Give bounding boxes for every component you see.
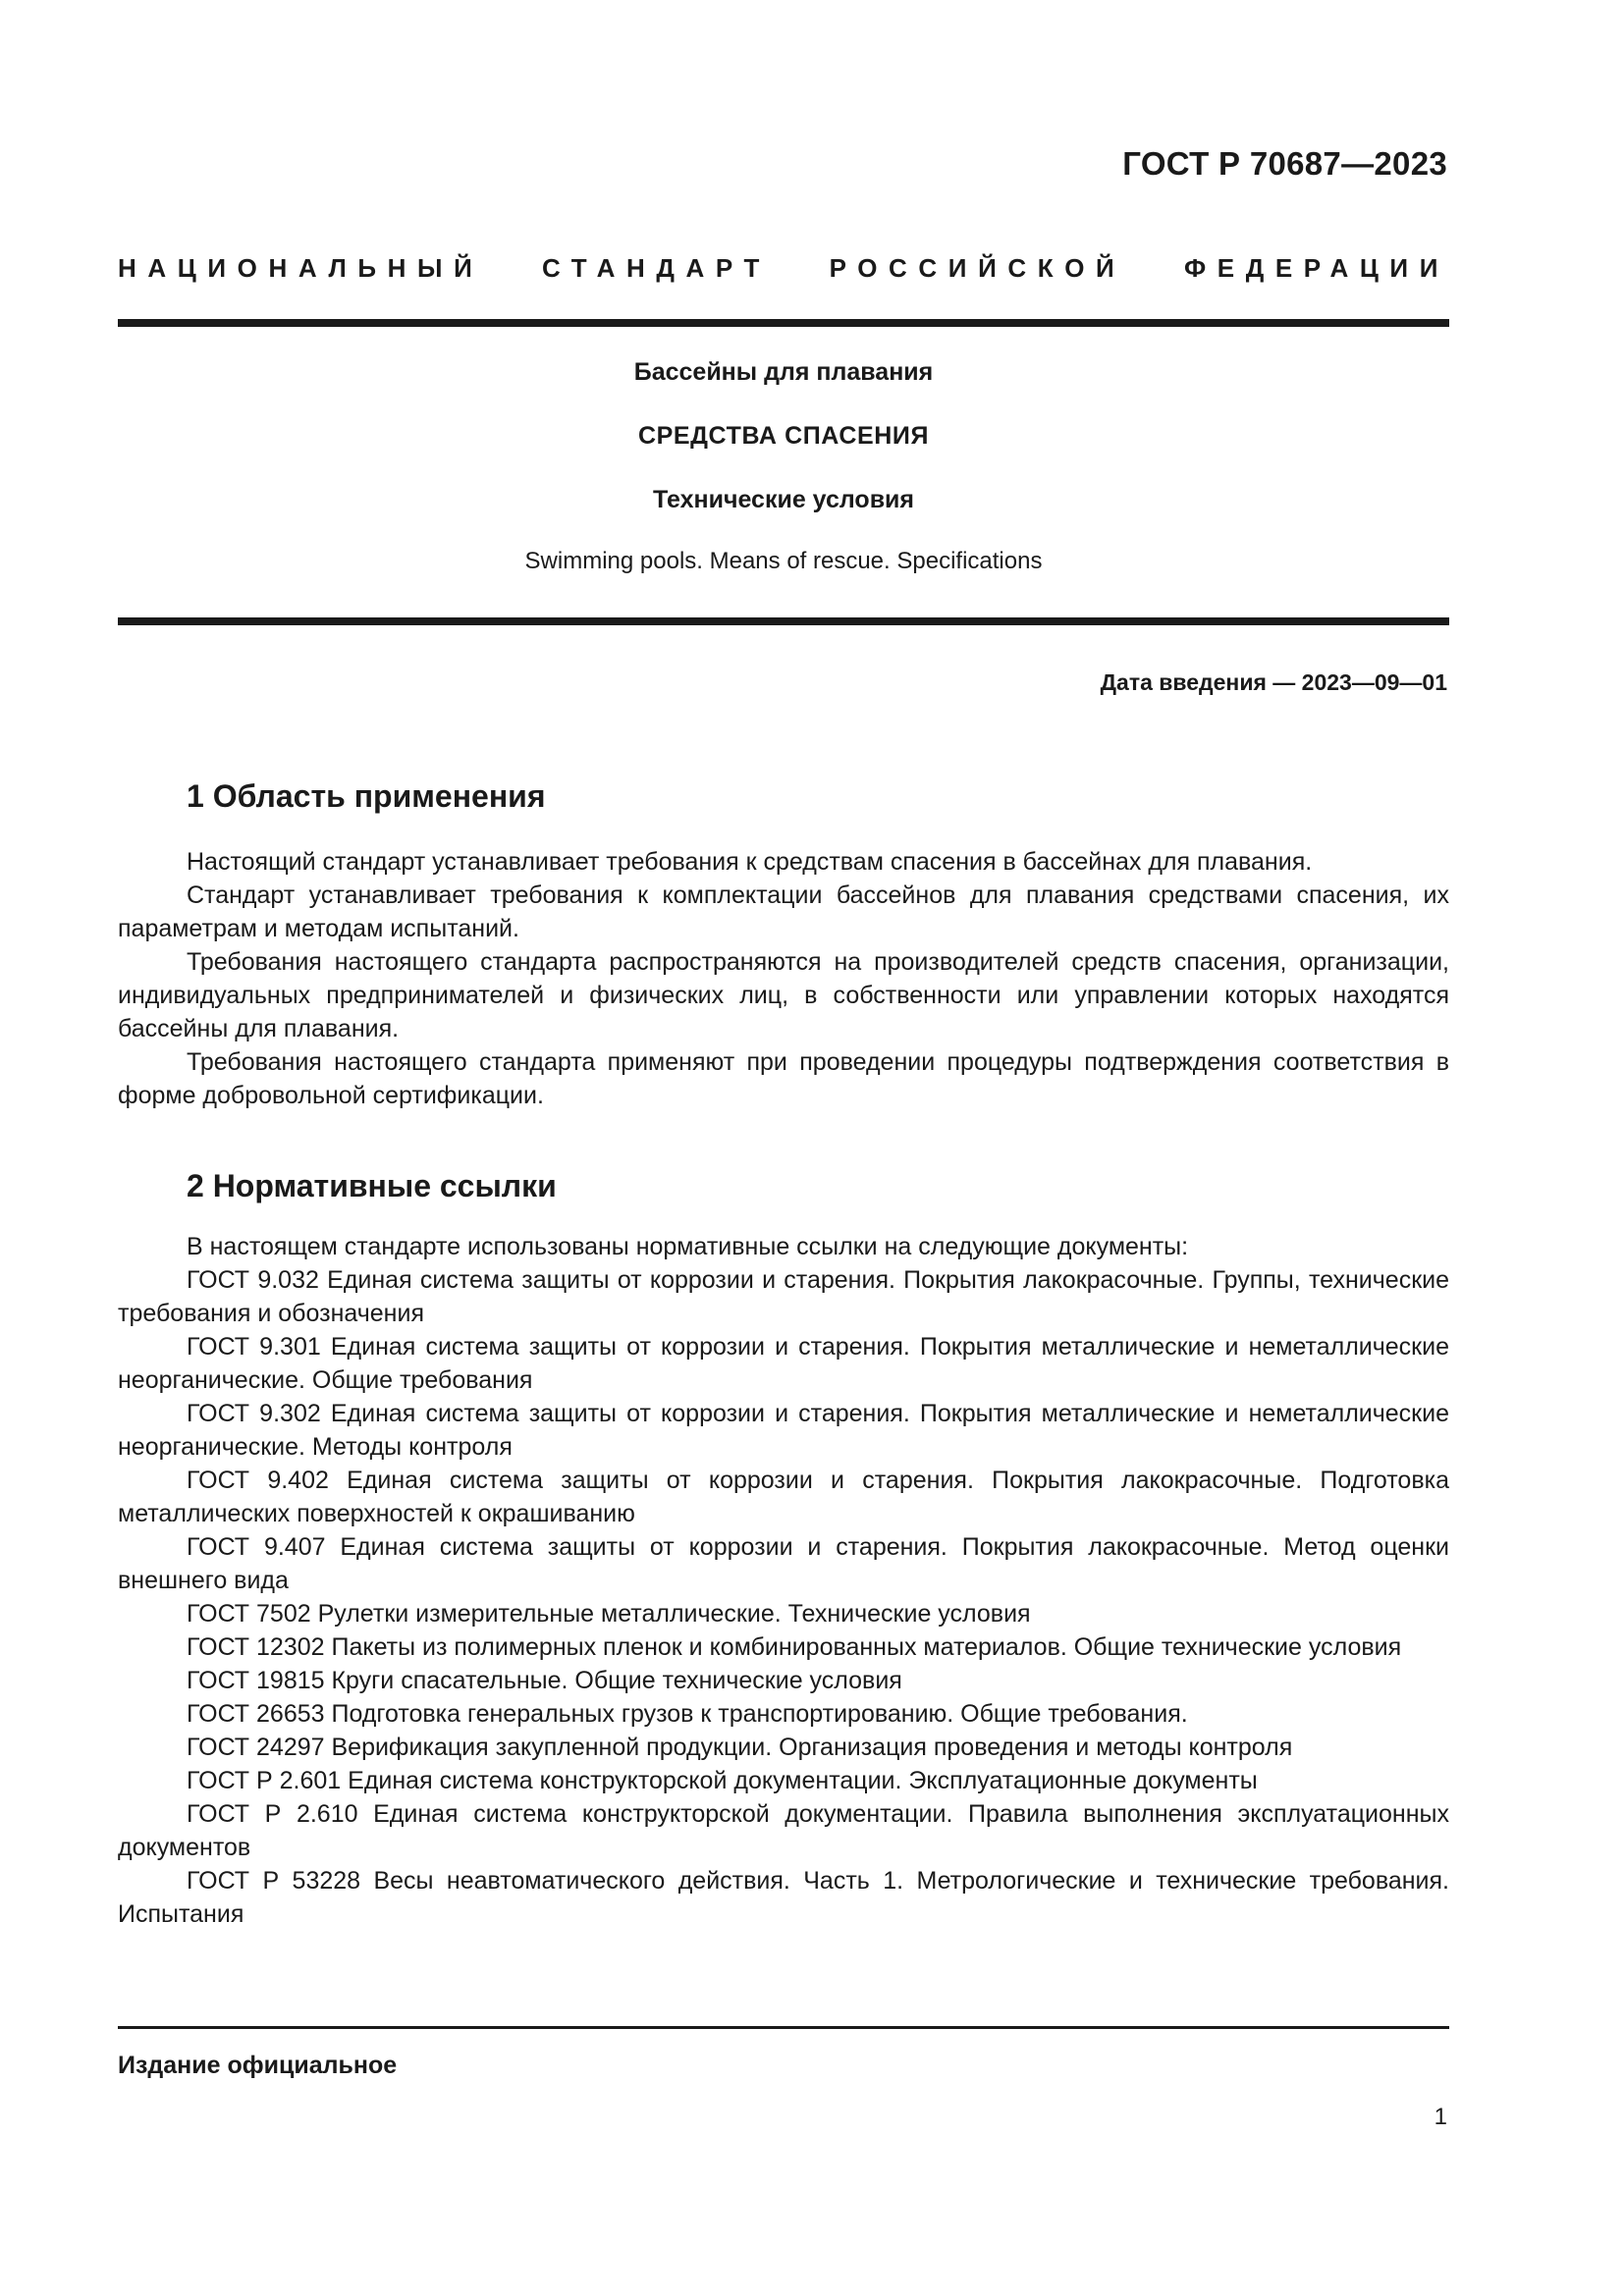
english-title: Swimming pools. Means of rescue. Specifications <box>524 548 1043 574</box>
reference-item: ГОСТ 7502 Рулетки измерительные металлические. Технические условия <box>187 1600 1031 1628</box>
official-edition-label: Издание официальное <box>118 2052 398 2079</box>
reference-item: ГОСТ 12302 Пакеты из полимерных пленок и комбинированных материалов. Общие технические условия <box>187 1633 1402 1661</box>
section-1-body <box>118 845 1449 1112</box>
paragraph: Требования настоящего стандарта применяют при проведении процедуры подтверждения соответствия в форме добровольной сертификации. <box>118 1048 1449 1109</box>
title-line-1: Бассейны для плавания <box>633 358 934 386</box>
title-line-3: Технические условия <box>652 486 915 513</box>
section-2-body <box>118 1230 1449 1931</box>
reference-item: ГОСТ 9.402 Единая система защиты от коррозии и старения. Покрытия лакокрасочные. Подготовка металлических поверхностей к окрашиванию <box>118 1467 1449 1527</box>
reference-item: ГОСТ 19815 Круги спасательные. Общие технические условия <box>187 1667 902 1694</box>
reference-item: ГОСТ 26653 Подготовка генеральных грузов к транспортированию. Общие требования. <box>187 1700 1188 1728</box>
page-number: 1 <box>1434 2104 1447 2130</box>
section-2-heading: 2 Нормативные ссылки <box>187 1168 557 1203</box>
reference-item: ГОСТ Р 53228 Весы неавтоматического действия. Часть 1. Метрологические и технические требования. Испытания <box>118 1867 1449 1928</box>
reference-item: ГОСТ Р 2.601 Единая система конструкторской документации. Эксплуатационные документы <box>187 1767 1258 1794</box>
title-divider <box>118 617 1449 625</box>
introduction-date: Дата введения — 2023—09—01 <box>1100 669 1447 695</box>
reference-intro: В настоящем стандарте использованы нормативные ссылки на следующие документы: <box>187 1233 1189 1260</box>
title-line-2: СРЕДСТВА СПАСЕНИЯ <box>637 422 930 450</box>
section-1-heading: 1 Область применения <box>187 778 546 814</box>
paragraph: Требования настоящего стандарта распространяются на производителей средств спасения, организации, индивидуальных предпринимателей и физических лиц, в собственности или управлении которых находятся бассейны для плавания. <box>118 948 1449 1042</box>
reference-item: ГОСТ 9.302 Единая система защиты от коррозии и старения. Покрытия металлические и неметаллические неорганические. Методы контроля <box>118 1400 1449 1461</box>
document-number: ГОСТ Р 70687—2023 <box>1122 145 1447 182</box>
reference-item: ГОСТ 9.407 Единая система защиты от коррозии и старения. Покрытия лакокрасочные. Метод оценки внешнего вида <box>118 1533 1449 1594</box>
footer-divider <box>118 2026 1449 2029</box>
paragraph: Настоящий стандарт устанавливает требования к средствам спасения в бассейнах для плавания. <box>187 848 1313 876</box>
top-divider <box>118 319 1449 327</box>
paragraph: Стандарт устанавливает требования к комплектации бассейнов для плавания средствами спасения, их параметрам и методам испытаний. <box>118 881 1449 942</box>
reference-item: ГОСТ 9.301 Единая система защиты от коррозии и старения. Покрытия металлические и неметаллические неорганические. Общие требования <box>118 1333 1449 1394</box>
national-standard-header: НАЦИОНАЛЬНЫЙ СТАНДАРТ РОССИЙСКОЙ ФЕДЕРАЦИИ <box>118 253 1449 283</box>
reference-item: ГОСТ 9.032 Единая система защиты от коррозии и старения. Покрытия лакокрасочные. Группы, технические требования и обозначения <box>118 1266 1449 1327</box>
reference-item: ГОСТ Р 2.610 Единая система конструкторской документации. Правила выполнения эксплуатационных документов <box>118 1800 1449 1861</box>
reference-item: ГОСТ 24297 Верификация закупленной продукции. Организация проведения и методы контроля <box>187 1734 1293 1761</box>
